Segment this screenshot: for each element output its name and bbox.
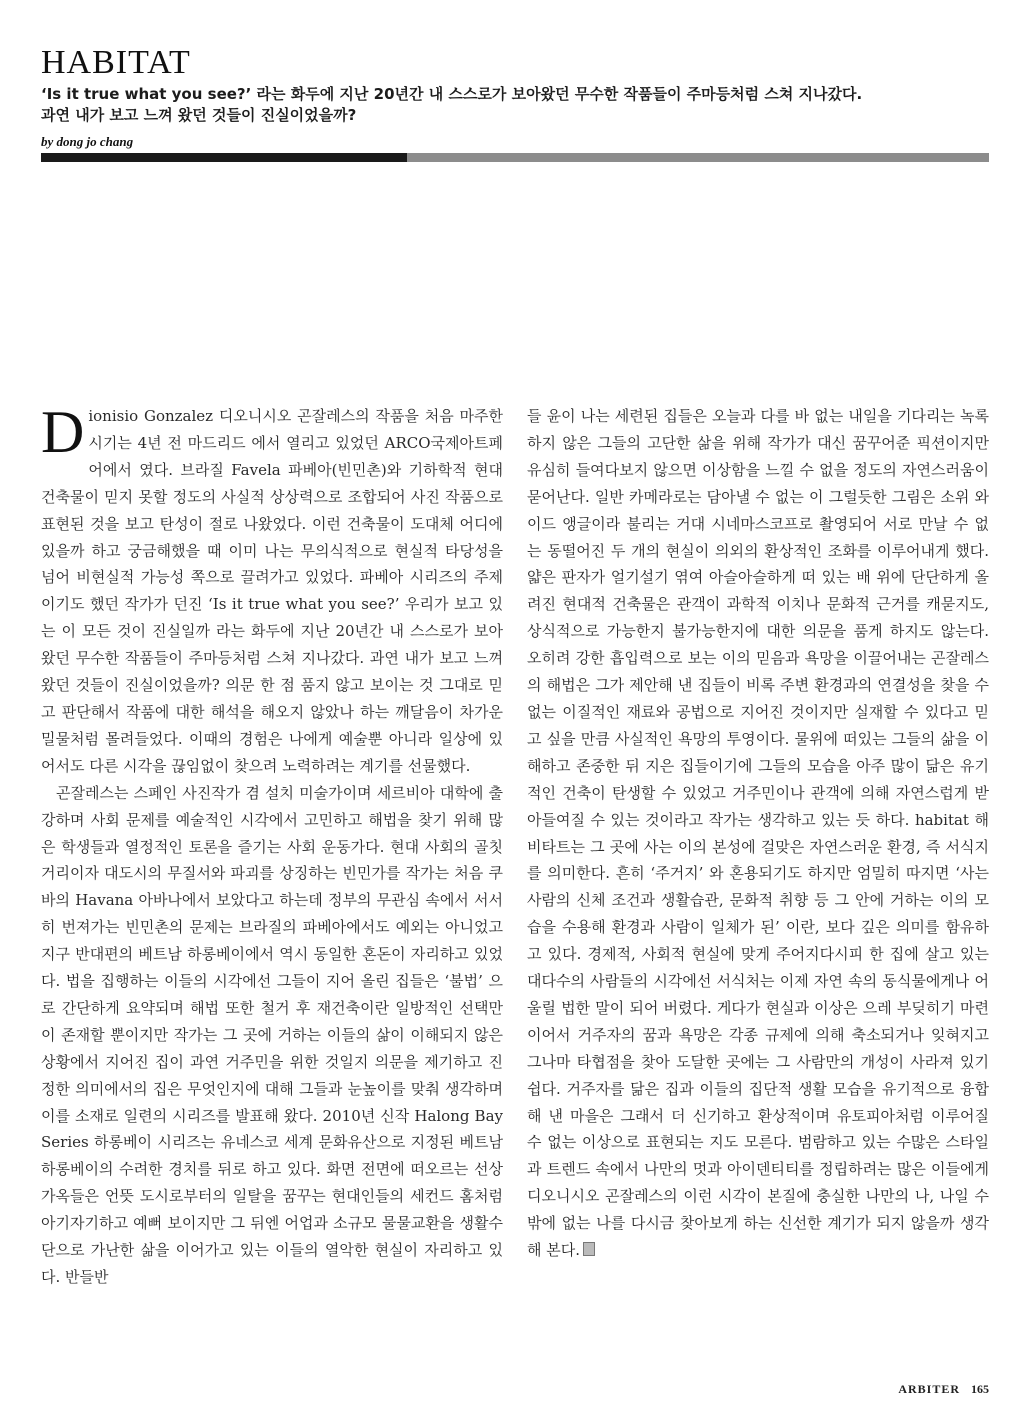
paragraph-3 <box>527 403 989 1264</box>
article-title: HABITAT <box>41 44 191 81</box>
paragraph-1-text: ionisio Gonzalez 디오니시오 곤잘레스의 작품을 처음 마주한 시기는 4년 전 마드리드 에서 열리고 있었던 ARCO국제아트페어에서 였다. 브라질 Favela 파베아(빈민촌)와 기하학적 현대 건축물이 믿지 못할 정도의 사실적 상상력으로 조합되어 사진 작품으로 표현된 것을 보고 탄성이 절로 나왔었다. 이런 건축물이 도대체 어디에 있을까 하고 궁금해했을 때 이미 나는 무의식적으로 현실적 타당성을 넘어 비현실적 가능성 쪽으로 끌려가고 있었다. 파베아 시리즈의 주제이기도 했던 작가가 던진 ‘Is it true what you see?’ 우리가 보고 있는 이 모든 것이 진실일까 라는 화두에 지난 20년간 내 스스로가 보아왔던 무수한 작품들이 주마등처럼 스쳐 지나갔다. 과연 내가 보고 느껴 왔던 것들이 진실이었을까? 의문 한 점 품지 않고 보이는 것 그대로 믿고 판단해서 작품에 대한 해석을 해오지 않았나 하는 깨달음이 차가운 밀물처럼 몰려들었다. 이때의 경험은 나에게 예술뿐 아니라 일상에 있어서도 다른 시각을 끊임없이 찾으려 노력하려는 계기를 선물했다. <box>41 407 503 775</box>
end-mark-icon <box>583 1242 595 1256</box>
paragraph-3-text: 들 윤이 나는 세련된 집들은 오늘과 다를 바 없는 내일을 기다리는 녹록하지 않은 그들의 고단한 삶을 위해 작가가 대신 꿈꾸어준 픽션이지만 유심히 들여다보지 않으면 이상함을 느낄 수 없을 정도의 자연스러움이 묻어난다. 일반 카메라로는 담아낼 수 없는 이 그럴듯한 그림은 소위 와이드 앵글이라 불리는 거대 시네마스코프로 촬영되어 서로 만날 수 없는 동떨어진 두 개의 현실이 의외의 환상적인 조화를 이루어내게 했다. 얇은 판자가 얼기설기 엮여 아슬아슬하게 떠 있는 배 위에 단단하게 올려진 현대적 건축물은 관객이 과학적 이치나 문화적 근거를 캐묻지도, 상식적으로 가능한지 불가능한지에 대한 의문을 품게 하지도 않는다. 오히려 강한 흡입력으로 보는 이의 믿음과 욕망을 이끌어내는 곤잘레스의 해법은 그가 제안해 낸 집들이 비록 주변 환경과의 연결성을 찾을 수 없는 이질적인 재료와 공법으로 지어진 것이지만 실재할 수 있다고 믿고 싶을 만큼 사실적인 욕망의 투영이다. 물위에 떠있는 그들의 삶을 이해하고 존중한 뒤 지은 집들이기에 그들의 모습을 아주 많이 닮은 유기적인 건축이 탄생할 수 있었고 거주민이나 관객에 의해 자연스럽게 받아들여질 수 있는 것이라고 작가는 생각하고 있는 듯 하다. habitat 해비타트는 그 곳에 사는 이의 본성에 걸맞은 자연스러운 환경, 즉 서식지를 의미한다. 흔히 ‘주거지’ 와 혼용되기도 하지만 엄밀히 따지면 ‘사는 사람의 신체 조건과 생활습관, 문화적 취향 등 그 안에 거하는 이의 모습을 수용해 환경과 사람이 일체가 된’ 이란, 보다 깊은 의미를 함유하고 있다. 경제적, 사회적 현실에 맞게 주어지다시피 한 집에 살고 있는 대다수의 사람들의 시각에선 서식처는 이제 자연 속의 동식물에게나 어울릴 법한 말이 되어 버렸다. 게다가 현실과 이상은 으레 부딪히기 마련이어서 거주자의 꿈과 욕망은 각종 규제에 의해 축소되거나 잊혀지고 그나마 타협점을 찾아 도달한 곳에는 그 사람만의 개성이 사라져 있기 쉽다. 거주자를 닮은 집과 이들의 집단적 생활 모습을 유기적으로 융합해 낸 마을은 그래서 더 신기하고 환상적이며 유토피아처럼 이루어질 수 없는 이상으로 표현되는 지도 모른다. 범람하고 있는 수많은 스타일과 트렌드 속에서 나만의 멋과 아이덴티티를 정립하려는 많은 이들에게 디오니시오 곤잘레스의 이런 시각이 본질에 충실한 나만의 나, 나일 수 밖에 없는 나를 다시금 찾아보게 하는 신선한 계기가 되지 않을까 생각해 본다. <box>527 407 989 1260</box>
article-subtitle-line-2: 과연 내가 보고 느껴 왔던 것들이 진실이었을까? <box>41 106 357 124</box>
article-subtitle-line-1: ‘Is it true what you see?’ 라는 화두에 지난 20년간 내 스스로가 보아왔던 무수한 작품들이 주마등처럼 스쳐 지나갔다. <box>41 85 863 103</box>
magazine-name: ARBITER <box>898 1382 960 1396</box>
left-column <box>41 399 503 1291</box>
header-rule-grey <box>407 153 989 162</box>
header-rule-dark <box>41 153 407 162</box>
author-byline: by dong jo chang <box>41 134 134 149</box>
paragraph-2: 곤잘레스는 스페인 사진작가 겸 설치 미술가이며 세르비아 대학에 출강하며 사회 문제를 예술적인 시각에서 고민하고 해법을 찾기 위해 많은 학생들과 열정적인 토론을 즐기는 사회 운동가다. 현대 사회의 골칫거리이자 대도시의 무질서와 파괴를 상징하는 빈민가를 작가는 처음 쿠바의 Havana 아바나에서 보았다고 하는데 정부의 무관심 속에서 서서히 번져가는 빈민촌의 문제는 브라질의 파베아에서도 예외는 아니었고 지구 반대편의 베트남 하롱베이에서 역시 동일한 혼돈이 자리하고 있었다. 법을 집행하는 이들의 시각에선 그들이 지어 올린 집들은 ‘불법’ 으로 간단하게 요약되며 해법 또한 철거 후 재건축이란 일방적인 선택만이 존재할 뿐이지만 작가는 그 곳에 거하는 이들의 삶이 이해되지 않은 상황에서 지어진 집이 과연 거주민을 위한 것일지 의문을 제기하고 진정한 의미에서의 집은 무엇인지에 대해 그들과 눈높이를 맞춰 생각하며 이를 소재로 일련의 시리즈를 발표해 왔다. 2010년 신작 Halong Bay Series 하롱베이 시리즈는 유네스코 세계 문화유산으로 지정된 베트남 하롱베이의 수려한 경치를 뒤로 하고 있다. 화면 전면에 떠오르는 선상가옥들은 언뜻 도시로부터의 일탈을 꿈꾸는 현대인들의 세컨드 홈처럼 아기자기하고 예뻐 보이지만 그 뒤엔 어업과 소규모 물물교환을 생활수단으로 가난한 삶을 이어가고 있는 이들의 열악한 현실이 자리하고 있다. 반들반 <box>41 783 503 1286</box>
paragraph-1 <box>41 399 503 780</box>
drop-cap: D <box>41 399 85 465</box>
page-number: 165 <box>971 1382 989 1396</box>
right-column <box>527 403 989 1264</box>
